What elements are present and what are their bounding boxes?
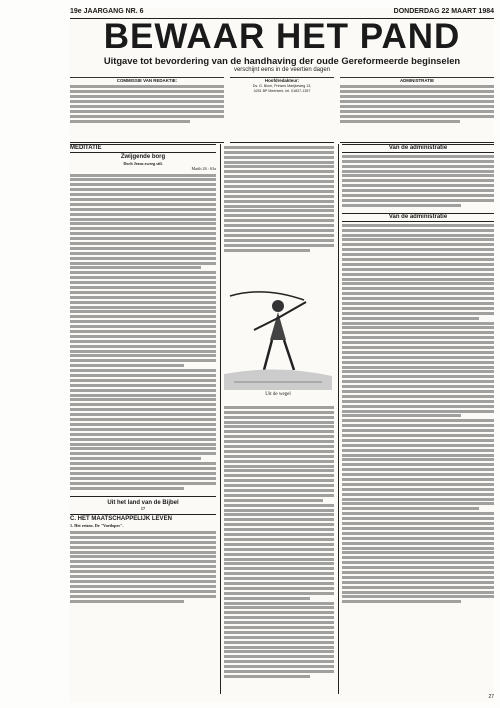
- date-label: DONDERDAG 22 MAART 1984: [393, 8, 494, 15]
- redaction-title: COMMISSIE VAN REDAKTIE:: [116, 78, 178, 83]
- admin-title: ADMINISTRATIE: [399, 78, 435, 83]
- editor-address: 4251 BP Meerkerk, tel. 01837-1357: [253, 88, 311, 93]
- admin-head-2: Van de administratie: [342, 213, 494, 222]
- column-middle-top: [224, 144, 334, 274]
- column-rule-2: [338, 144, 339, 694]
- meditatie-quote: Doch Jezus zweeg stil.: [123, 160, 163, 166]
- volume-label: 19e JAARGANG NR. 6: [70, 8, 144, 15]
- illustration-caption: Uit de wegel: [265, 392, 291, 397]
- editor-box: [230, 77, 334, 143]
- editor-title: Hoofdredakteur:: [264, 78, 300, 83]
- editor-name: Ds. G. Blom, Prinses Marijkeweg 13,: [252, 84, 312, 89]
- newspaper-page: [70, 8, 494, 702]
- admin-box: [340, 77, 494, 143]
- lesson-item: 1. Het reizen. De "Voetloper".: [70, 523, 124, 529]
- subtitle: Uitgave tot bevordering van de handhaving der oude Gereformeerde beginselen: [103, 55, 461, 66]
- masthead: BEWAAR HET PAND: [103, 17, 461, 56]
- page-number: 27: [488, 694, 494, 700]
- meditatie-ref: Matth 26 : 63a: [191, 165, 216, 171]
- column-rule-1: [220, 144, 221, 694]
- column-middle-bottom: [224, 404, 334, 694]
- lesson-subtitle: C. HET MAATSCHAPPELIJK LEVEN: [70, 516, 172, 523]
- column-meditatie: [70, 144, 216, 694]
- frequency: verschijnt eens in de veertien dagen: [233, 67, 331, 73]
- admin-head: Van de administratie: [342, 144, 494, 153]
- lesson-head: Uit het land van de Bijbel: [107, 499, 179, 506]
- column-admin: [342, 144, 494, 694]
- traveler-illustration: [224, 278, 332, 390]
- redaction-box: [70, 77, 224, 143]
- meditatie-head: MEDITATIE: [70, 144, 216, 153]
- meditatie-title: Zwijgende borg: [120, 153, 166, 160]
- lesson-number: 17: [140, 506, 146, 512]
